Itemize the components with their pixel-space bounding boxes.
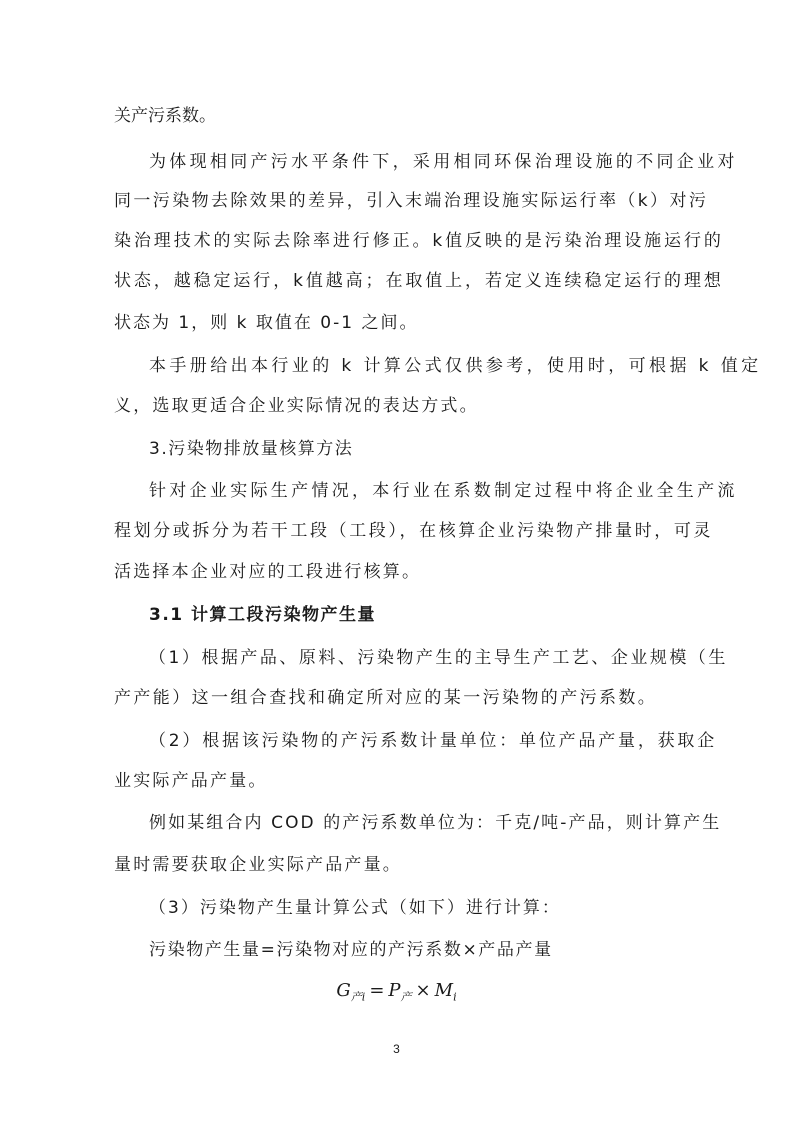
paragraph-line: 为体现相同产污水平条件下，采用相同环保治理设施的不同企业对 — [149, 152, 738, 172]
formula-m-subscript: i — [453, 990, 457, 1004]
paragraph-line: 同一污染物去除效果的差异，引入末端治理设施实际运行率（k）对污 — [114, 191, 709, 211]
paragraph-line: 义，选取更适合企业实际情况的表达方式。 — [114, 396, 479, 416]
paragraph-line: （2）根据该污染物的产污系数计量单位：单位产品产量，获取企 — [149, 731, 718, 751]
page-number: 3 — [393, 1042, 400, 1056]
formula-m: M — [434, 980, 454, 1001]
formula — [0, 978, 793, 1011]
formula-p-subscript: 产 — [400, 990, 412, 1004]
paragraph-line: 产产能）这一组合查找和确定所对应的某一污染物的产污系数。 — [114, 688, 658, 708]
formula-times: × — [415, 980, 431, 1001]
formula-g-subscript: 产i — [350, 990, 366, 1004]
paragraph-line: 关产污系数。 — [114, 106, 216, 126]
paragraph-line: 状态为 1，则 k 取值在 0-1 之间。 — [114, 313, 419, 333]
paragraph-line: 本手册给出本行业的 k 计算公式仅供参考，使用时，可根据 k 值定 — [149, 356, 762, 376]
section-heading: 3.污染物排放量核算方法 — [149, 439, 354, 459]
paragraph-line: 染治理技术的实际去除率进行修正。k值反映的是污染治理设施运行的 — [114, 231, 724, 251]
paragraph-line: 业实际产品产量。 — [114, 771, 268, 791]
subsection-heading: 3.1 计算工段污染物产生量 — [149, 605, 377, 625]
paragraph-line: 状态，越稳定运行，k值越高；在取值上，若定义连续稳定运行的理想 — [114, 271, 724, 291]
paragraph-line: （1）根据产品、原料、污染物产生的主导生产工艺、企业规模（生 — [149, 648, 728, 668]
paragraph-line: 针对企业实际生产情况，本行业在系数制定过程中将企业全生产流 — [149, 481, 738, 501]
paragraph-line: 活选择本企业对应的工段进行核算。 — [114, 562, 422, 582]
paragraph-line: 量时需要获取企业实际产品产量。 — [114, 855, 402, 875]
paragraph-line: （3）污染物产生量计算公式（如下）进行计算： — [149, 898, 561, 918]
formula-equals: = — [369, 980, 385, 1001]
formula-g: G — [336, 980, 351, 1001]
paragraph-line: 例如某组合内 COD 的产污系数单位为：千克/吨-产品，则计算产生 — [149, 813, 722, 833]
formula-p: P — [388, 980, 401, 1001]
paragraph-line: 污染物产生量=污染物对应的产污系数×产品产量 — [149, 940, 553, 960]
paragraph-line: 程划分或拆分为若干工段（工段），在核算企业污染物产排量时，可灵 — [114, 521, 714, 541]
